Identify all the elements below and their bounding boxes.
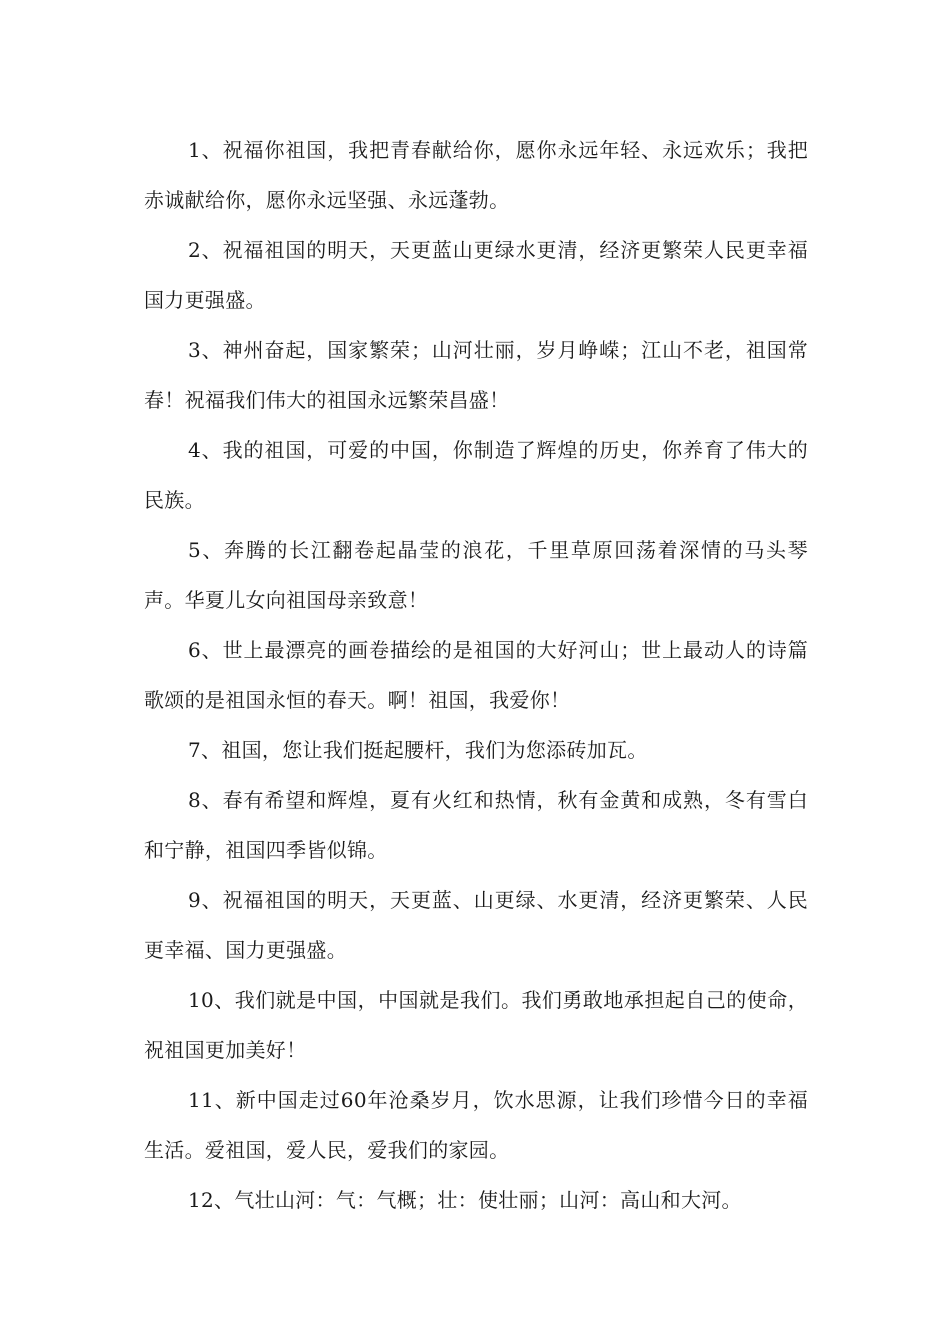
- paragraph-7: 7、祖国，您让我们挺起腰杆，我们为您添砖加瓦。: [188, 738, 648, 762]
- paragraph-4: 4、我的祖国，可爱的中国，你制造了辉煌的历史，你养育了伟大的民族。: [144, 438, 808, 512]
- document-body: [144, 125, 808, 1225]
- paragraph-11: 11、新中国走过60年沧桑岁月，饮水思源，让我们珍惜今日的幸福生活。爱祖国，爱人民，爱我们的家园。: [144, 1088, 808, 1162]
- paragraph-9: 9、祝福祖国的明天，天更蓝、山更绿、水更清，经济更繁荣、人民更幸福、国力更强盛。: [144, 888, 808, 962]
- paragraph-6: 6、世上最漂亮的画卷描绘的是祖国的大好河山；世上最动人的诗篇歌颂的是祖国永恒的春天。啊！祖国，我爱你！: [144, 638, 808, 712]
- paragraph-3: 3、神州奋起，国家繁荣；山河壮丽，岁月峥嵘；江山不老，祖国常春！祝福我们伟大的祖国永远繁荣昌盛！: [144, 338, 808, 412]
- paragraph-5: 5、奔腾的长江翻卷起晶莹的浪花，千里草原回荡着深情的马头琴声。华夏儿女向祖国母亲致意！: [144, 538, 808, 612]
- paragraph-2: 2、祝福祖国的明天，天更蓝山更绿水更清，经济更繁荣人民更幸福国力更强盛。: [144, 238, 808, 312]
- paragraph-8: 8、春有希望和辉煌，夏有火红和热情，秋有金黄和成熟，冬有雪白和宁静，祖国四季皆似锦。: [144, 788, 808, 862]
- paragraph-10: 10、我们就是中国，中国就是我们。我们勇敢地承担起自己的使命，祝祖国更加美好！: [144, 988, 808, 1062]
- paragraph-12: 12、气壮山河：气：气概；壮：使壮丽；山河：高山和大河。: [188, 1188, 742, 1212]
- paragraph-1: 1、祝福你祖国，我把青春献给你，愿你永远年轻、永远欢乐；我把赤诚献给你，愿你永远坚强、永远蓬勃。: [144, 138, 808, 212]
